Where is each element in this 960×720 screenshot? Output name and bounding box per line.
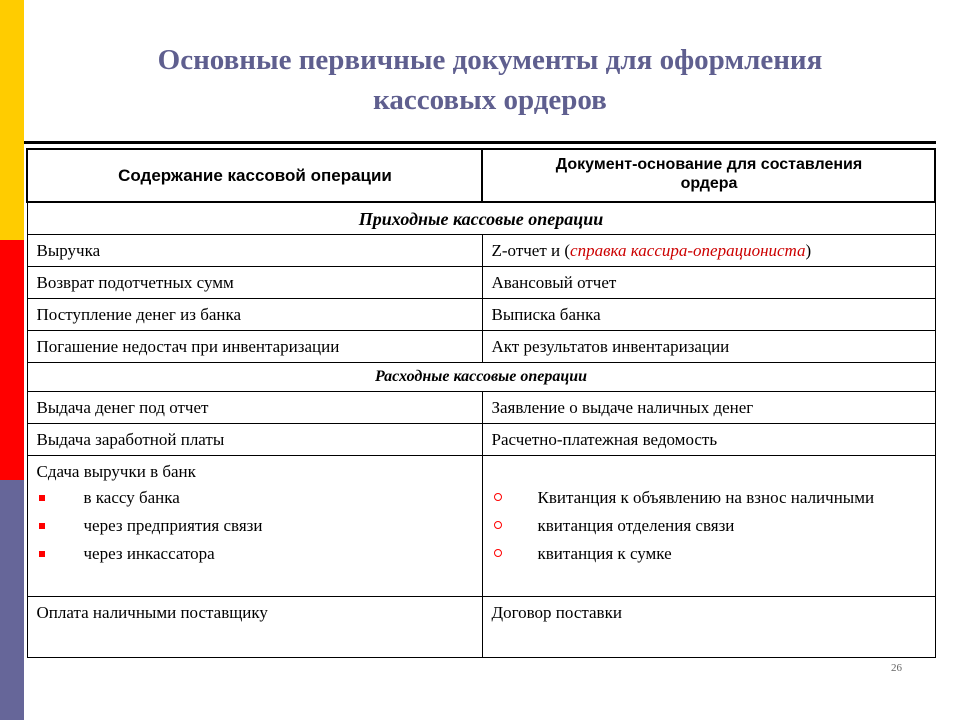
document-highlight: справка кассира-операциониста <box>570 241 806 260</box>
document-cell: Заявление о выдаче наличных денег <box>482 392 935 424</box>
decorative-stripe-blue <box>0 480 24 720</box>
slide-title <box>60 40 920 120</box>
document-cell: Расчетно-платежная ведомость <box>482 424 935 456</box>
bank-operation-list <box>37 488 474 564</box>
document-cell: Договор поставки <box>482 597 935 658</box>
list-item: через инкассатора <box>37 544 474 564</box>
operation-cell: Выручка <box>27 235 482 267</box>
circle-bullet-icon <box>494 549 502 557</box>
table-row <box>27 299 935 331</box>
header-document-line-1: Документ-основание для составления <box>555 156 863 173</box>
list-item: в кассу банка <box>37 488 474 508</box>
decorative-stripe-yellow <box>0 0 24 240</box>
operation-cell: Выдача денег под отчет <box>27 392 482 424</box>
table-row <box>27 597 935 658</box>
header-document <box>482 149 935 202</box>
bank-document-list <box>492 488 927 564</box>
decorative-stripe-red <box>0 240 24 480</box>
slide-title-line-2: кассовых ордеров <box>373 84 607 116</box>
section-income-title: Приходные кассовые операции <box>27 202 935 235</box>
list-item: квитанция отделения связи <box>492 516 927 536</box>
operation-cell: Поступление денег из банка <box>27 299 482 331</box>
document-text: Z-отчет и ( <box>491 241 571 260</box>
operation-cell: Возврат подотчетных сумм <box>27 267 482 299</box>
slide-title-line-1: Основные первичные документы для оформления <box>157 44 823 76</box>
operation-cell <box>27 456 482 597</box>
bank-operation-title: Сдача выручки в банк <box>36 462 196 481</box>
document-cell: Выписка банка <box>482 299 935 331</box>
table-row <box>27 331 935 363</box>
list-item: Квитанция к объявлению на взнос наличными <box>492 488 927 508</box>
document-cell: Авансовый отчет <box>482 267 935 299</box>
list-item: через предприятия связи <box>37 516 474 536</box>
document-cell: Акт результатов инвентаризации <box>482 331 935 363</box>
list-item: квитанция к сумке <box>492 544 927 564</box>
title-divider <box>24 141 936 144</box>
table-row <box>27 424 935 456</box>
page-number: 26 <box>891 662 902 674</box>
table-row <box>27 392 935 424</box>
square-bullet-icon <box>39 523 45 529</box>
circle-bullet-icon <box>494 521 502 529</box>
document-text-suffix: ) <box>805 241 812 260</box>
table-row <box>27 235 935 267</box>
square-bullet-icon <box>39 495 45 501</box>
square-bullet-icon <box>39 551 45 557</box>
section-expense-row <box>27 363 935 392</box>
cash-documents-table <box>26 148 936 658</box>
operation-cell: Оплата наличными поставщику <box>27 597 482 658</box>
section-income-row <box>27 202 935 235</box>
header-operation: Содержание кассовой операции <box>27 149 482 202</box>
header-document-line-2: ордера <box>680 175 738 192</box>
operation-cell: Выдача заработной платы <box>27 424 482 456</box>
circle-bullet-icon <box>494 493 502 501</box>
document-cell <box>482 235 935 267</box>
table-header-row <box>27 149 935 202</box>
table-row <box>27 267 935 299</box>
operation-cell: Погашение недостач при инвентаризации <box>27 331 482 363</box>
document-cell <box>482 456 935 597</box>
table-row-bank <box>27 456 935 597</box>
section-expense-title: Расходные кассовые операции <box>27 363 935 392</box>
